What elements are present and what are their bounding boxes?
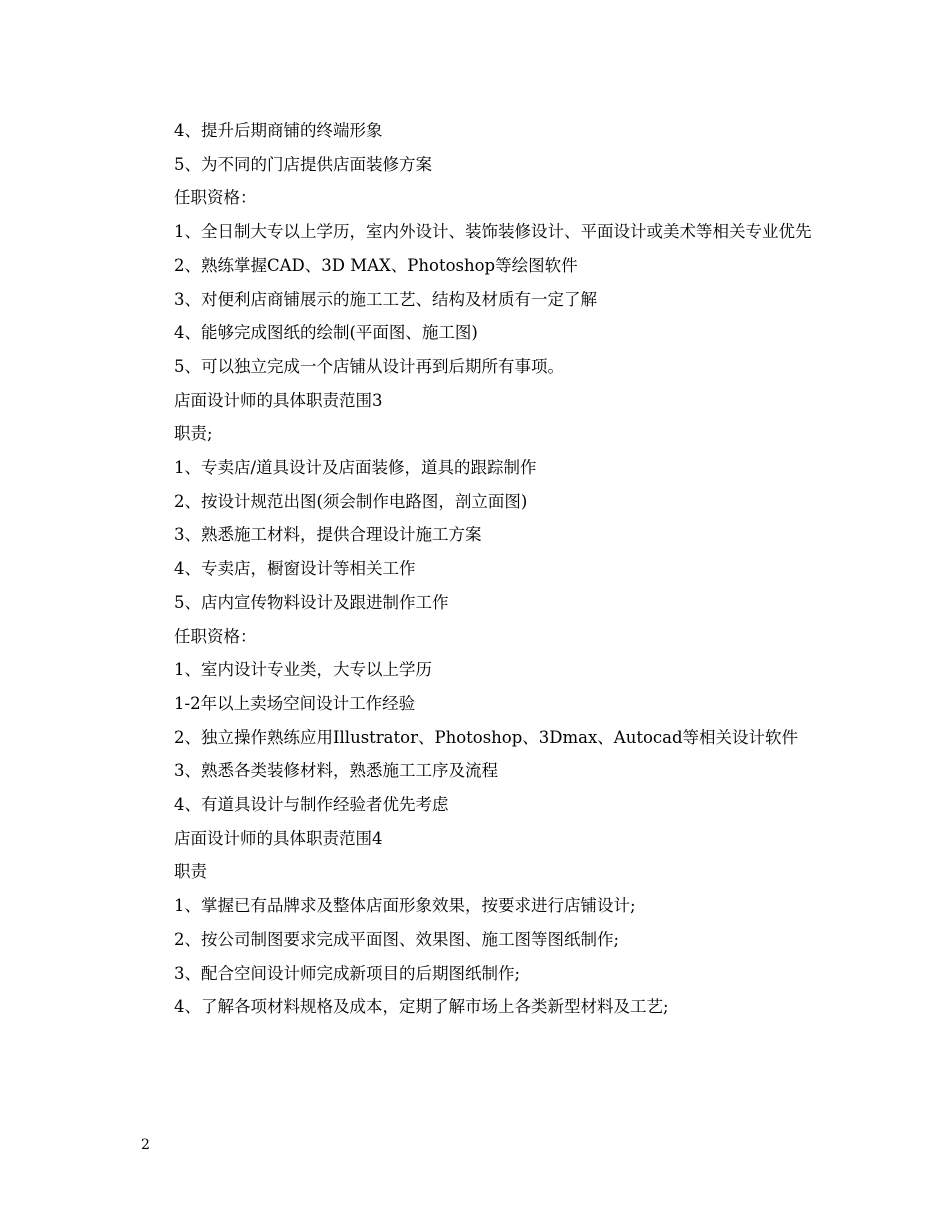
paragraph: 3、配合空间设计师完成新项目的后期图纸制作; xyxy=(174,963,521,983)
paragraph: 4、有道具设计与制作经验者优先考虑 xyxy=(174,795,449,815)
paragraph: 2、熟练掌握CAD、3D MAX、Photoshop等绘图软件 xyxy=(174,255,578,275)
paragraph: 4、提升后期商铺的终端形象 xyxy=(174,121,383,140)
paragraph: 2、独立操作熟练应用Illustrator、Photoshop、3Dmax、Autocad等相关设计软件 xyxy=(174,727,799,747)
paragraph: 1、掌握已有品牌求及整体店面形象效果，按要求进行店铺设计; xyxy=(174,896,636,916)
paragraph: 4、专卖店，橱窗设计等相关工作 xyxy=(174,559,416,579)
paragraph: 5、为不同的门店提供店面装修方案 xyxy=(174,154,432,174)
paragraph: 3、熟悉各类装修材料，熟悉施工工序及流程 xyxy=(174,761,498,781)
paragraph: 4、能够完成图纸的绘制(平面图、施工图) xyxy=(174,323,478,343)
paragraph: 2、按公司制图要求完成平面图、效果图、施工图等图纸制作; xyxy=(174,929,620,949)
paragraph: 1-2年以上卖场空间设计工作经验 xyxy=(174,693,416,713)
paragraph: 5、店内宣传物料设计及跟进制作工作 xyxy=(174,592,449,612)
paragraph: 3、熟悉施工材料，提供合理设计施工方案 xyxy=(174,525,482,545)
paragraph: 3、对便利店商铺展示的施工工艺、结构及材质有一定了解 xyxy=(174,289,597,309)
section-heading: 职责; xyxy=(174,424,213,444)
section-heading: 职责 xyxy=(174,862,207,882)
paragraph: 1、室内设计专业类，大专以上学历 xyxy=(174,660,432,680)
document-body xyxy=(141,114,813,1024)
paragraph: 1、全日制大专以上学历，室内外设计、装饰装修设计、平面设计或美术等相关专业优先 xyxy=(174,222,812,242)
paragraph: 4、了解各项材料规格及成本，定期了解市场上各类新型材料及工艺; xyxy=(174,997,669,1017)
section-heading: 任职资格： xyxy=(174,626,257,646)
paragraph: 5、可以独立完成一个店铺从设计再到后期所有事项。 xyxy=(174,356,564,376)
paragraph: 2、按设计规范出图(须会制作电路图，剖立面图) xyxy=(174,491,528,511)
page-number: 2 xyxy=(141,1137,150,1153)
section-heading: 任职资格： xyxy=(174,188,257,208)
section-heading: 店面设计师的具体职责范围4 xyxy=(174,828,383,848)
section-heading: 店面设计师的具体职责范围3 xyxy=(174,390,383,410)
paragraph: 1、专卖店/道具设计及店面装修，道具的跟踪制作 xyxy=(174,458,537,478)
